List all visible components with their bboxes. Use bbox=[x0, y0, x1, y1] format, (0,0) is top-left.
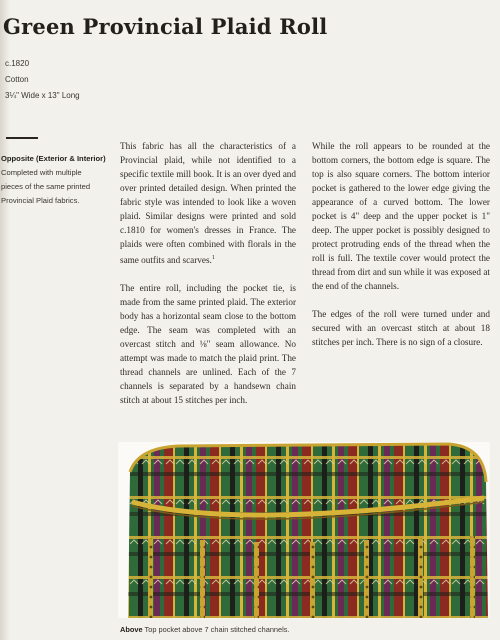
item-material: Cotton bbox=[5, 75, 29, 84]
sidebar-caption-line: Completed with multiple bbox=[1, 168, 82, 177]
body-paragraph: The entire roll, including the pocket tie, is made from the same printed plaid. The exterior body has a horizontal seam close to the bottom edge. The seam was completed with an overcast stitch and ⅛" seam allowance. No attempt was made to match the plaid print. The thread channels are unlined. Each of the 7 channels is separated by a handsewn chain stitch at about 15 stitches per inch. bbox=[120, 283, 296, 406]
photo-caption-text: Top pocket above 7 chain stitched channels. bbox=[144, 625, 290, 634]
plaid-textile-illustration bbox=[118, 442, 490, 618]
body-column-2 bbox=[312, 139, 490, 363]
item-metadata bbox=[5, 56, 80, 104]
sidebar-caption-line: Provincial Plaid fabrics. bbox=[1, 196, 80, 205]
body-paragraph: The edges of the roll were turned under and secured with an overcast stitch at about 18 stitches per inch. There is no sign of a closure. bbox=[312, 309, 490, 347]
item-date: c.1820 bbox=[5, 59, 30, 68]
body-paragraph: This fabric has all the characteristics of a Provincial plaid, while not identified to a specific textile mill book. It is an over dyed and over printed detailed design. When printed the fabric style was intended to look like a woven plaid. Similar designs were printed and sold c.1810 for women's dresses in France. The plaids were often combined with florals in the same outfits and scarves.$^1$ bbox=[120, 141, 296, 266]
body-paragraph: While the roll appears to be rounded at the bottom corners, the bottom edge is square. The top is also square corners. The bottom interior pocket is gathered to the lower edge giving the appearance of a curved bottom. The lower pocket is 4" deep and the upper pocket is 1" deep. The upper pocket is possibly designed to protect protruding ends of the thread when the roll is full. The textile cover would protect the thread from dirt and sun while it was exposed at the end of the channels. bbox=[312, 141, 490, 291]
section-divider bbox=[6, 137, 38, 139]
sidebar-caption-heading: Opposite (Exterior & Interior) bbox=[1, 154, 106, 163]
photo-caption bbox=[120, 625, 290, 634]
body-column-1 bbox=[120, 139, 296, 421]
page-title: Green Provincial Plaid Roll bbox=[3, 14, 328, 39]
item-size: 3¼" Wide x 13" Long bbox=[5, 91, 80, 100]
plaid-roll-photo bbox=[118, 442, 490, 618]
footnote-mark: 1 bbox=[211, 255, 215, 261]
sidebar-caption bbox=[1, 152, 111, 208]
photo-caption-label: Above bbox=[120, 625, 143, 634]
sidebar-caption-line: pieces of the same printed bbox=[1, 182, 91, 191]
